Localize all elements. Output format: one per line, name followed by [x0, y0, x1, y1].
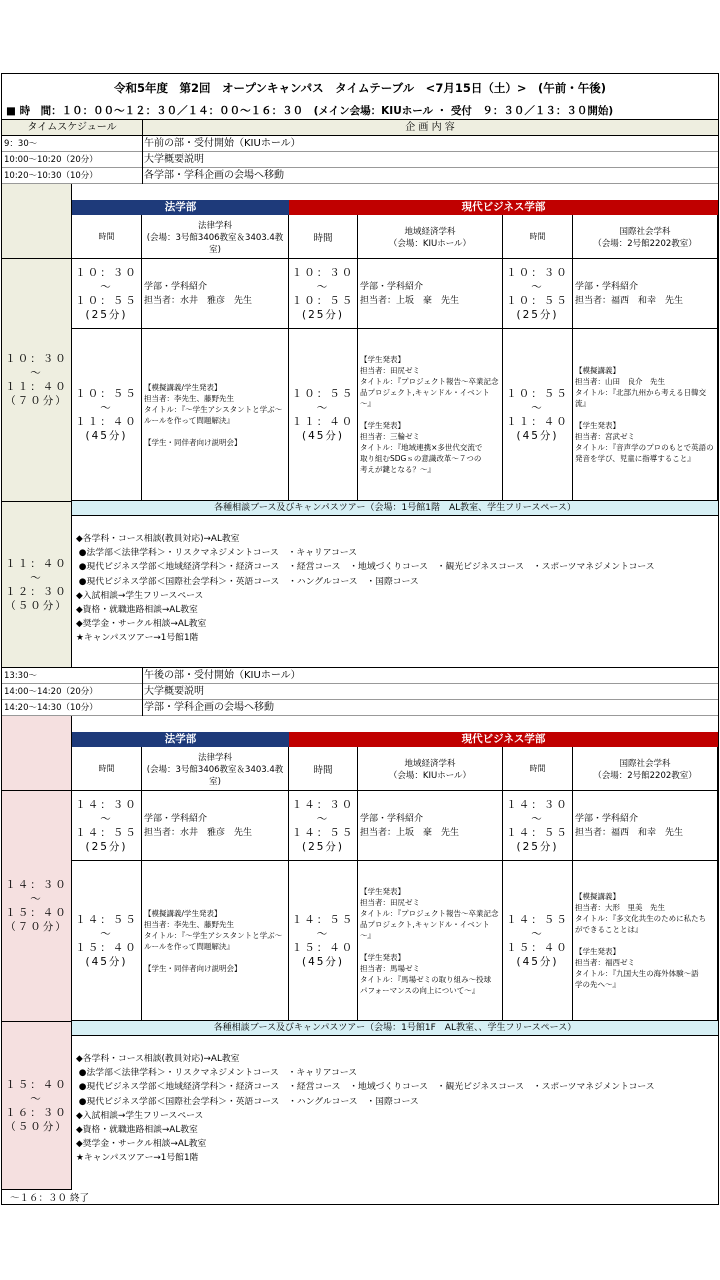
schedule-text: 午前の部・受付開始（KIUホール）	[144, 138, 301, 149]
end-note: ～１６：３０ 終了	[10, 1193, 90, 1204]
schedule-text: 学部・学科企画の会場へ移動	[144, 702, 274, 713]
consult-list: ◆各学科・コース相談(教員対応)→AL教室 ●法学部＜法律学科＞・リスクマネジメントコース ・キャリアコース ●現代ビジネス学部＜地域経済学科＞・経済コース ・経営コース ・地域づくりコース ・観光ビジネスコース ・スポーツマネジメントコース ●現代ビジネス学部＜国際社会学科＞・英語コース ・ハングルコース ・国際コース ◆入試相談→学生フリースペース ◆資格・就職進路相談→AL教室 ◆奨学金・サークル相談→AL教室 ★キャンパスツアー→1号館1階	[76, 1054, 655, 1164]
dept-law: 法学部	[72, 200, 289, 215]
schedule-row	[2, 700, 718, 716]
session2-time: １４：５５ ～ １５：４０ (45分)	[289, 861, 358, 1021]
schedule-row	[2, 136, 718, 152]
schedule-row	[2, 668, 718, 684]
consult-band: 各種相談ブース及びキャンパスツアー（会場：1号館1階 AL教室、学生フリースペース）	[72, 501, 718, 516]
schedule-row	[2, 684, 718, 700]
pm-session	[2, 716, 718, 1190]
econ-dept-header: 地域経済学科 （会場：KIUホール）	[358, 215, 503, 259]
schedule-text: 午後の部・受付開始（KIUホール）	[144, 670, 301, 681]
col-time: 時間	[72, 215, 142, 259]
schedule-time: 14:20～14:30（10分）	[4, 703, 98, 713]
econ-dept-header: 地域経済学科 （会場：KIUホール）	[358, 747, 503, 791]
intl-session1: 学部・学科紹介 担当者：福西 和幸 先生	[573, 791, 718, 861]
schedule-row	[2, 168, 718, 184]
page-title: 令和5年度 第2回 オープンキャンパス タイムテーブル <7月15日（土）> (午前・午後)	[114, 81, 606, 95]
session2-time: １０：５５ ～ １１：４０ (45分)	[503, 329, 573, 501]
col-time: 時間	[503, 215, 573, 259]
content-header: 企 画 内 容	[405, 122, 455, 133]
block-time: １４：３０ ～ １５：４０ （７０分）	[2, 790, 72, 1021]
col-time: 時間	[72, 747, 142, 791]
session2-time: １４：５５ ～ １５：４０ (45分)	[503, 861, 573, 1021]
hours-line: ■ 時 間：１０：００～１２：３０／１４：００～１６：３０ (メイン会場：KIUホール ・ 受付 ９：３０／１３：３０開始)	[2, 102, 718, 120]
am-spacer	[2, 184, 72, 258]
timetable-sheet	[1, 73, 719, 1205]
schedule-header: タイムスケジュール	[2, 120, 143, 136]
law-dept-header: 法律学科 (会場：3号館3406教室＆3403.4教室)	[142, 215, 289, 259]
col-time: 時間	[289, 747, 358, 791]
session1-time: １４：３０ ～ １４：５５ (25分)	[289, 791, 358, 861]
dept-law: 法学部	[72, 732, 289, 747]
session2-time: １４：５５ ～ １５：４０ (45分)	[72, 861, 142, 1021]
schedule-time: 10:20～10:30（10分）	[4, 171, 98, 181]
schedule-row	[2, 152, 718, 168]
schedule-time: 14:00～14:20（20分）	[4, 687, 98, 697]
intl-dept-header: 国際社会学科 （会場：2号館2202教室）	[573, 747, 718, 791]
am-session	[2, 184, 718, 668]
schedule-text: 大学概要説明	[144, 154, 204, 165]
table-header	[2, 120, 718, 136]
session1-time: １０：３０ ～ １０：５５ (25分)	[503, 259, 573, 329]
law-session1: 学部・学科紹介 担当者：水井 雅彦 先生	[142, 791, 289, 861]
consult-band: 各種相談ブース及びキャンパスツアー（会場：1号館1F AL教室、、学生フリースペース）	[72, 1021, 718, 1036]
dept-biz: 現代ビジネス学部	[289, 200, 718, 215]
schedule-time: 13:30～	[4, 671, 37, 681]
law-session2: 【模擬講義/学生発表】 担当者：李先生、藤野先生 タイトル：『～学生アシスタントと学ぶ～ ルールを作って問題解決』 【学生・同伴者向け説明会】	[142, 861, 289, 1021]
session1-time: １０：３０ ～ １０：５５ (25分)	[289, 259, 358, 329]
econ-session2: 【学生発表】 担当者：田尻ゼミ タイトル：『プロジェクト報告～卒業記念 品プロジェクト,キャンドル・イベント～』 【学生発表】 担当者：三輪ゼミ タイトル：『地域連携×多世代交流で 取り組むSDGｓの意識改革～７つの 考えが鍵となる？～』	[358, 329, 503, 501]
consult-time: １１：４０ ～ １２：３０ （５０分）	[2, 501, 72, 668]
session1-time: １４：３０ ～ １４：５５ (25分)	[503, 791, 573, 861]
law-dept-header: 法律学科 (会場：3号館3406教室＆3403.4教室)	[142, 747, 289, 791]
schedule-text: 各学部・学科企画の会場へ移動	[144, 170, 284, 181]
col-time: 時間	[289, 215, 358, 259]
session2-time: １０：５５ ～ １１：４０ (45分)	[289, 329, 358, 501]
consult-list: ◆各学科・コース相談(教員対応)→AL教室 ●法学部＜法律学科＞・リスクマネジメントコース ・キャリアコース ●現代ビジネス学部＜地域経済学科＞・経済コース ・経営コース ・地域づくりコース ・観光ビジネスコース ・スポーツマネジメントコース ●現代ビジネス学部＜国際社会学科＞・英語コース ・ハングルコース ・国際コース ◆入試相談→学生フリースペース ◆資格・就職進路相談→AL教室 ◆奨学金・サークル相談→AL教室 ★キャンパスツアー→1号館1階	[76, 534, 655, 644]
block-time: １０：３０ ～ １１：４０ （７０分）	[2, 258, 72, 501]
law-session1: 学部・学科紹介 担当者：水井 雅彦 先生	[142, 259, 289, 329]
dept-biz: 現代ビジネス学部	[289, 732, 718, 747]
econ-session2: 【学生発表】 担当者：田尻ゼミ タイトル：『プロジェクト報告～卒業記念 品プロジェクト,キャンドル・イベント～』 【学生発表】 担当者：馬場ゼミ タイトル：『馬場ゼミの取り組み～投球 パフォーマンスの向上について～』	[358, 861, 503, 1021]
intl-session2: 【模擬講義】 担当者：大形 里美 先生 タイトル：『多文化共生のために私たち ができることとは』 【学生発表】 担当者：福西ゼミ タイトル：『九国大生の海外体験～語 学の先へ～』	[573, 861, 718, 1021]
econ-session1: 学部・学科紹介 担当者：上坂 豪 先生	[358, 791, 503, 861]
intl-session2: 【模擬講義】 担当者：山田 良介 先生 タイトル：『北部九州から考える日韓交 流』 【学生発表】 担当者：宮武ゼミ タイトル：『音声学のプロのもとで英語の 発音を学び、児童に指導すること』	[573, 329, 718, 501]
consult-time: １５：４０ ～ １６：３０ （５０分）	[2, 1021, 72, 1190]
intl-dept-header: 国際社会学科 （会場：2号館2202教室）	[573, 215, 718, 259]
session2-time: １０：５５ ～ １１：４０ (45分)	[72, 329, 142, 501]
law-session2: 【模擬講義/学生発表】 担当者：李先生、藤野先生 タイトル：『～学生アシスタントと学ぶ～ ルールを作って問題解決』 【学生・同伴者向け説明会】	[142, 329, 289, 501]
intl-session1: 学部・学科紹介 担当者：福西 和幸 先生	[573, 259, 718, 329]
schedule-text: 大学概要説明	[144, 686, 204, 697]
col-time: 時間	[503, 747, 573, 791]
session1-time: １０：３０ ～ １０：５５ (25分)	[72, 259, 142, 329]
econ-session1: 学部・学科紹介 担当者：上坂 豪 先生	[358, 259, 503, 329]
schedule-time: 10:00～10:20（20分）	[4, 155, 98, 165]
pm-spacer	[2, 716, 72, 790]
session1-time: １４：３０ ～ １４：５５ (25分)	[72, 791, 142, 861]
schedule-time: 9：30～	[4, 139, 38, 149]
